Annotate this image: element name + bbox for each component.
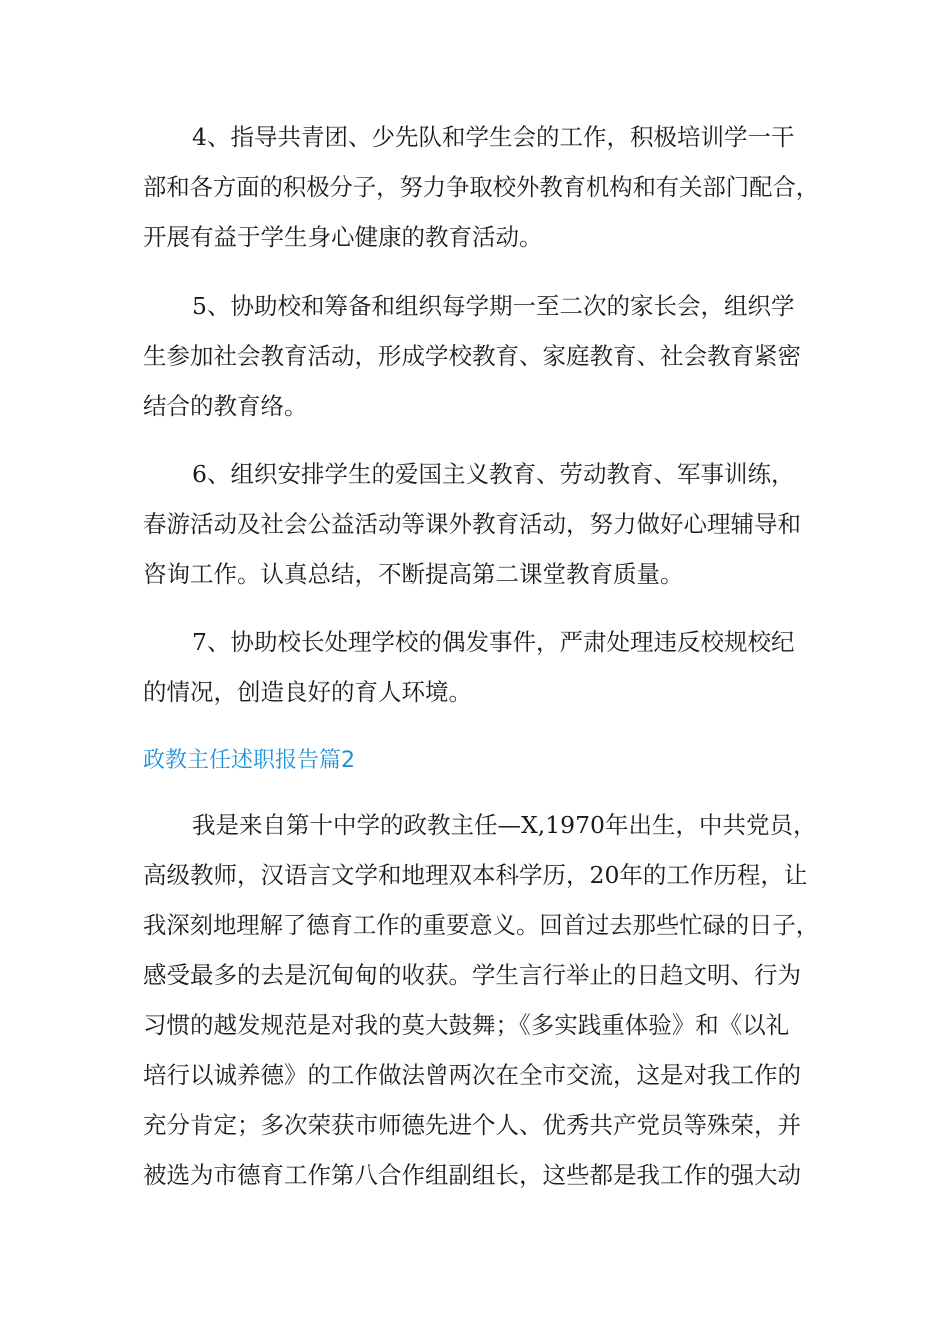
paragraph-7-line-1: 7、协助校长处理学校的偶发事件，严肃处理违反校规校纪 — [192, 628, 795, 656]
section-heading: 政教主任述职报告篇2 — [143, 748, 355, 773]
paragraph-7-line-2: 的情况，创造良好的育人环境。 — [143, 678, 472, 706]
paragraph-6-line-1: 6、组织安排学生的爱国主义教育、劳动教育、军事训练， — [192, 460, 795, 488]
section-paragraph-line-7: 充分肯定；多次荣获市师德先进个人、优秀共产党员等殊荣，并 — [143, 1111, 801, 1139]
section-paragraph-line-1: 我是来自第十中学的政教主任—X,1970年出生，中共党员， — [192, 811, 817, 839]
section-paragraph-line-8: 被选为市德育工作第八合作组副组长，这些都是我工作的强大动 — [143, 1161, 801, 1189]
paragraph-4-line-3: 开展有益于学生身心健康的教育活动。 — [143, 223, 543, 251]
paragraph-4-line-1: 4、指导共青团、少先队和学生会的工作，积极培训学一干 — [192, 123, 795, 151]
paragraph-5-line-2: 生参加社会教育活动，形成学校教育、家庭教育、社会教育紧密 — [143, 342, 801, 370]
section-paragraph-line-4: 感受最多的去是沉甸甸的收获。学生言行举止的日趋文明、行为 — [143, 961, 801, 989]
section-paragraph-line-2: 高级教师，汉语言文学和地理双本科学历，20年的工作历程，让 — [143, 861, 808, 889]
paragraph-5-line-1: 5、协助校和筹备和组织每学期一至二次的家长会，组织学 — [192, 292, 795, 320]
section-paragraph-line-3: 我深刻地理解了德育工作的重要意义。回首过去那些忙碌的日子， — [143, 912, 820, 939]
paragraph-6-line-2: 春游活动及社会公益活动等课外教育活动，努力做好心理辅导和 — [143, 510, 801, 538]
section-paragraph-line-5: 习惯的越发规范是对我的莫大鼓舞；《多实践重体验》和《以礼 — [143, 1011, 790, 1039]
section-paragraph-line-6: 培行以诚养德》的工作做法曾两次在全市交流，这是对我工作的 — [143, 1061, 801, 1089]
paragraph-6-line-3: 咨询工作。认真总结，不断提高第二课堂教育质量。 — [143, 560, 684, 588]
paragraph-5-line-3: 结合的教育络。 — [143, 392, 308, 420]
paragraph-4-line-2: 部和各方面的积极分子，努力争取校外教育机构和有关部门配合， — [143, 174, 820, 201]
